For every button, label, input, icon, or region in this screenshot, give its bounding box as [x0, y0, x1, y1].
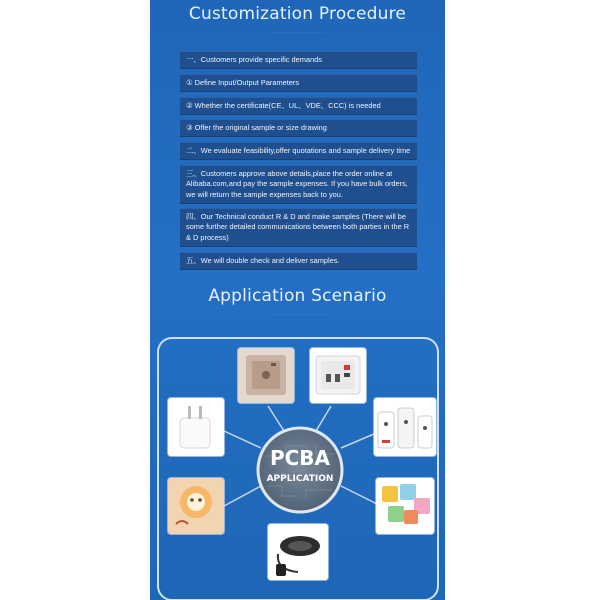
customization-subtitle-decor: ························································	[270, 30, 326, 34]
step-3: 三、Customers approve above details,place the order online at Alibaba.com,and pay the sample expenses. If you have bulk orders, we will return the sample expenses back to you.	[180, 165, 417, 204]
step-4: 四、Our Technical conduct R & D and make samples (There will be some further detailed communications between both parties in the R & D process)	[180, 208, 417, 247]
wall-socket-usb-icon	[238, 348, 294, 403]
hub-title: PCBA	[269, 446, 331, 470]
step-2: 二、We evaluate feasibility,offer quotations and sample delivery time	[180, 142, 417, 160]
car-charger-icon	[268, 524, 328, 580]
step-1a: ① Define Input/Output Parameters	[180, 74, 417, 92]
uk-socket-icon	[310, 348, 366, 403]
usb-charger-icon	[168, 398, 224, 456]
power-strips-icon	[374, 398, 436, 456]
application-title: Application Scenario	[208, 286, 387, 306]
content-panel	[150, 0, 445, 600]
step-1: 一、Customers provide specific demands	[180, 51, 417, 69]
customization-title: Customization Procedure	[188, 4, 407, 24]
application-diagram	[156, 336, 440, 600]
step-5: 五、We will double check and deliver samples.	[180, 252, 417, 270]
step-1b: ② Whether the certificate(CE、UL、VDE、CCC) is needed	[180, 97, 417, 115]
step-1c: ③ Offer the original sample or size drawing	[180, 119, 417, 137]
pcba-hub	[258, 428, 342, 512]
night-light-icon	[168, 478, 224, 534]
application-subtitle-decor: ························································	[270, 312, 326, 316]
hub-subtitle: APPLICATION	[266, 474, 334, 484]
usb-cubes-icon	[376, 478, 434, 534]
